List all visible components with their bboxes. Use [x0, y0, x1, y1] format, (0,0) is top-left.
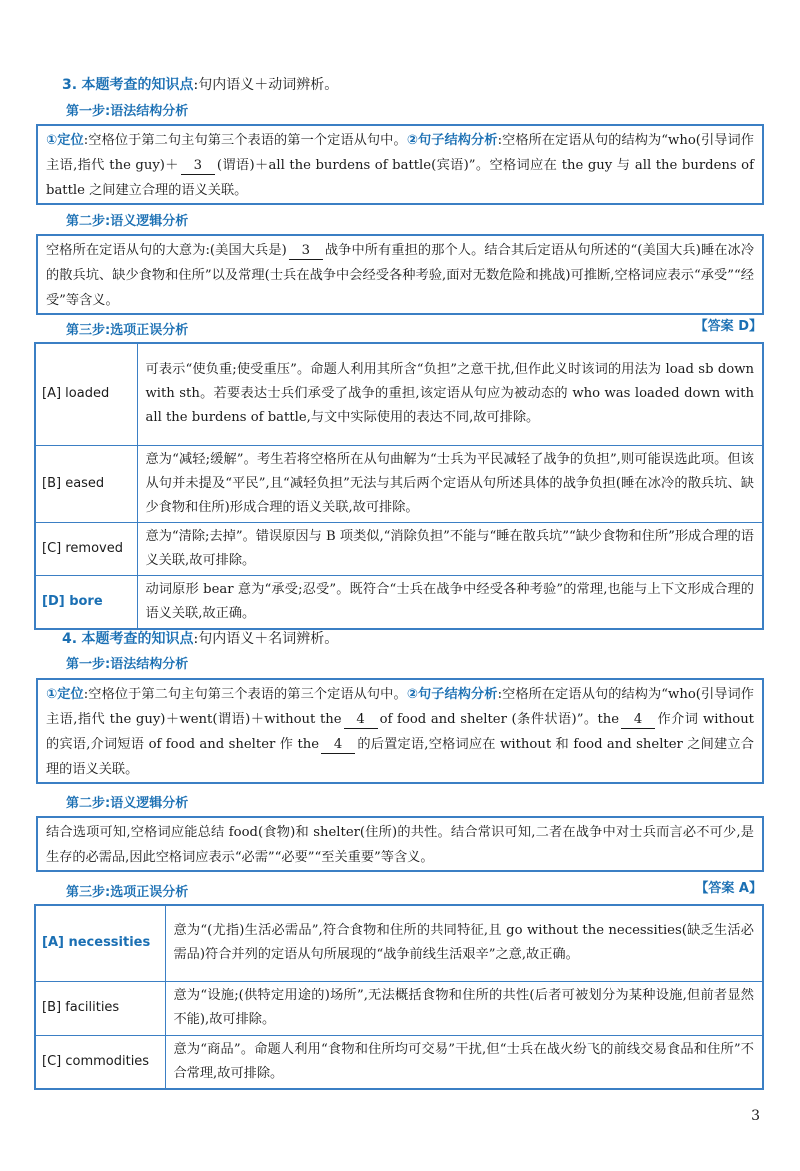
q3-option-d-label: [D] bore — [35, 575, 137, 629]
q3-loc-label: ①定位 — [46, 133, 84, 148]
q4-option-b-text: 意为“设施;(供特定用途的)场所”,无法概括食物和住所的共性(后者可被划分为某种设施,但前者显然不能),故可排除。 — [165, 981, 763, 1035]
q3-blank: 3 — [181, 158, 215, 175]
table-row — [35, 981, 763, 1035]
table-row — [35, 522, 763, 575]
q3-kp-value: :句内语义＋动词辨析。 — [193, 77, 339, 93]
q3-step3-heading: 第三步:选项正误分析 — [66, 323, 189, 338]
q3-loc-text: :空格位于第二句主句第三个表语的第一个定语从句中。 — [83, 133, 407, 148]
page-number: 3 — [751, 1108, 760, 1124]
q3-step2-text-b: 战争中所有重担的那个人。结合其后定语从句所述的“(美国大兵)睡在冰冷的散兵坑、缺少食物和住所”以及常理(士兵在战争中会经受各种考验,面对无数危险和挑战)可推断,空格词应表示“承受”“经受”等含义。 — [46, 243, 755, 308]
q4-kp-value: :句内语义＋名词辨析。 — [193, 631, 339, 647]
q3-option-b-label: [B] eased — [35, 445, 137, 522]
q3-option-c-text: 意为“清除;去掉”。错误原因与 B 项类似,“消除负担”不能与“睡在散兵坑”“缺少食物和住所”形成合理的语义关联,故可排除。 — [137, 522, 763, 575]
q4-step2-heading: 第二步:语义逻辑分析 — [66, 796, 189, 811]
q4-blank-3: 4 — [321, 737, 355, 754]
q3-number: 3. — [62, 77, 78, 93]
q3-option-c-label: [C] removed — [35, 522, 137, 575]
q4-blank-1: 4 — [344, 712, 378, 729]
q4-struct-text-b: of food and shelter (条件状语)”。the — [379, 712, 620, 727]
q3-option-d-text: 动词原形 bear 意为“承受;忍受”。既符合“士兵在战争中经受各种考验”的常理,也能与上下文形成合理的语义关联,故正确。 — [137, 575, 763, 629]
table-row — [35, 1035, 763, 1089]
q3-step2-text-a: 空格所在定语从句的大意为:(美国大兵是) — [46, 243, 287, 258]
q4-options-table — [34, 904, 764, 1090]
q4-loc-text: :空格位于第二句主句第三个表语的第三个定语从句中。 — [83, 687, 407, 702]
q4-option-b-label: [B] facilities — [35, 981, 165, 1035]
q3-struct-text-a: :空格所在定语从句的结构为“who(引导词作主语,指代 the guy)＋ — [46, 133, 754, 173]
q4-option-a-label: [A] necessities — [35, 905, 165, 981]
q3-option-a-text: 可表示“使负重;使受重压”。命题人利用其所含“负担”之意干扰,但作此义时该词的用法为 load sb down with sth。若要表达士兵们承受了战争的重担,该定语从句应为被动态的 who was loaded down with all the burdens of battle,与文中实际使用的表达不同,故可排除。 — [137, 343, 763, 445]
q4-blank-2: 4 — [621, 712, 655, 729]
q4-answer: 【答案 A】 — [695, 881, 762, 896]
q4-number: 4. — [62, 631, 78, 647]
q4-step1-heading: 第一步:语法结构分析 — [66, 657, 189, 672]
q4-step1-box — [36, 678, 764, 784]
q4-loc-label: ①定位 — [46, 687, 84, 702]
table-row — [35, 343, 763, 445]
q3-struct-label: ②句子结构分析 — [406, 133, 498, 148]
q3-options-table — [34, 342, 764, 630]
q4-step2-text: 结合选项可知,空格词应能总结 food(食物)和 shelter(住所)的共性。结合常识可知,二者在战争中对士兵而言必不可少,是生存的必需品,因此空格词应表示“必需”“必要”“至关重要”等含义。 — [46, 825, 754, 865]
table-row — [35, 905, 763, 981]
q4-struct-text-d: 的后置定语,空格词应在 without 和 food and shelter 之间建立合理的语义关联。 — [46, 737, 754, 777]
q4-struct-text-c: 作介词 without 的宾语,介词短语 of food and shelter 作 the — [46, 712, 754, 752]
q3-step2-heading: 第二步:语义逻辑分析 — [66, 214, 189, 229]
q3-option-b-text: 意为“减轻;缓解”。考生若将空格所在从句曲解为“士兵为平民减轻了战争的负担”,则可能误选此项。但该从句并未提及“平民”,且“减轻负担”无法与其后两个定语从句所述具体的战争负担(睡在冰冷的散兵坑、缺少食物和住所)形成合理的语义关联,故可排除。 — [137, 445, 763, 522]
q4-kp-label: 本题考查的知识点 — [81, 631, 194, 647]
q3-answer: 【答案 D】 — [694, 319, 762, 334]
q3-step1-heading: 第一步:语法结构分析 — [66, 104, 189, 119]
table-row — [35, 575, 763, 629]
q4-step2-box — [36, 816, 764, 872]
q4-option-c-label: [C] commodities — [35, 1035, 165, 1089]
q4-struct-label: ②句子结构分析 — [406, 687, 498, 702]
q3-struct-text-b: (谓语)＋all the burdens of battle(宾语)”。空格词应在 the guy 与 all the burdens of battle 之间建立合理的语义关联。 — [46, 158, 755, 198]
q4-step3-heading: 第三步:选项正误分析 — [66, 885, 189, 900]
q3-step2-blank: 3 — [289, 243, 323, 260]
q4-title — [62, 630, 338, 648]
q3-option-a-label: [A] loaded — [35, 343, 137, 445]
q4-option-c-text: 意为“商品”。命题人利用“食物和住所均可交易”干扰,但“士兵在战火纷飞的前线交易食品和住所”不合常理,故可排除。 — [165, 1035, 763, 1089]
q3-kp-label: 本题考查的知识点 — [81, 77, 194, 93]
q3-step1-box — [36, 124, 764, 205]
table-row — [35, 445, 763, 522]
q4-struct-text-a: :空格所在定语从句的结构为“who(引导词作主语,指代 the guy)＋went(谓语)＋without the — [46, 687, 754, 727]
q3-step2-box — [36, 234, 764, 315]
q4-option-a-text: 意为“(尤指)生活必需品”,符合食物和住所的共同特征,且 go without the necessities(缺乏生活必需品)符合并列的定语从句所展现的“战争前线生活艰辛”之意,故正确。 — [165, 905, 763, 981]
q3-title — [62, 76, 338, 94]
